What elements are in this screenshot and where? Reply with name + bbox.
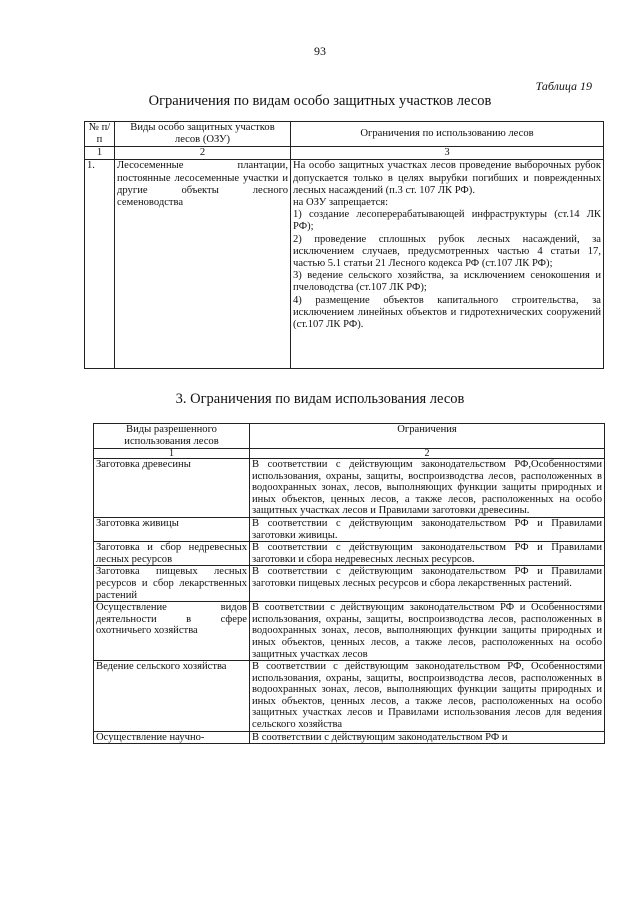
- table-header-row: [85, 122, 604, 147]
- header-cell: Виды особо защитных участков лесов (ОЗУ): [115, 122, 291, 147]
- restriction-line: 4) размещение объектов капитального строительства, за исключением линейных объектов и гидротехнических сооружений (ст.107 ЛК РФ).: [293, 294, 601, 331]
- table-row: [85, 160, 604, 369]
- table-row: [94, 731, 605, 744]
- use-restriction: В соответствии с действующим законодательством РФ,Особенностями использования, охраны, защиты, воспроизводства лесов, расположенных в водоохранных зонах, лесов, выполняющих функции защиты природных и иных объектов, ценных лесов, а также лесов, расположенных на особо защитных участках лесов и Правилами заготовки древесины.: [250, 459, 605, 518]
- use-restriction: В соответствии с действующим законодательством РФ и Правилами заготовки живицы.: [250, 517, 605, 541]
- use-restriction: В соответствии с действующим законодательством РФ, Особенностями использования, охраны, защиты, воспроизводства лесов, расположенных в водоохранных зонах, лесов, выполняющих функции защиты природных и иных объектов, ценных лесов, а также лесов, расположенных на особо защитных участках лесов и Правилами использования лесов для ведения сельского хозяйства: [250, 661, 605, 732]
- restriction-line: 1) создание лесоперерабатывающей инфраструктуры (ст.14 ЛК РФ);: [293, 209, 601, 233]
- use-restriction: В соответствии с действующим законодательством РФ и: [250, 731, 605, 744]
- table-row: [94, 517, 605, 541]
- table-row: [94, 602, 605, 661]
- table1-title: Ограничения по видам особо защитных участков лесов: [148, 93, 492, 109]
- restriction-line: 2) проведение сплошных рубок лесных насаждений, за исключением случаев, предусмотренных частью 4 статьи 17, частью 5.1 статьи 21 Лесного кодекса РФ (ст.107 ЛК РФ);: [293, 233, 601, 270]
- ozu-type: Лесосеменные плантации, постоянные лесосеменные участки и другие объекты лесного семеноводства: [115, 160, 291, 369]
- use-type: Осуществление видов деятельности в сфере охотничьего хозяйства: [94, 602, 250, 661]
- column-number: 2: [250, 449, 605, 459]
- table-row: [94, 661, 605, 732]
- table-row: [94, 566, 605, 602]
- column-number-row: [94, 449, 605, 459]
- use-type: Заготовка и сбор недревесных лесных ресурсов: [94, 542, 250, 566]
- table-header-row: [94, 424, 605, 449]
- restriction-line: на ОЗУ запрещается:: [293, 197, 389, 209]
- forest-use-restrictions-table: [93, 423, 605, 744]
- row-number: 1.: [85, 160, 115, 369]
- header-cell: Виды разрешенного использования лесов: [94, 424, 250, 449]
- section-title: 3. Ограничения по видам использования лесов: [175, 391, 465, 407]
- use-type: Заготовка пищевых лесных ресурсов и сбор лекарственных растений: [94, 566, 250, 602]
- use-restriction: В соответствии с действующим законодательством РФ и Правилами заготовки и сбора недревесных лесных ресурсов.: [250, 542, 605, 566]
- header-cell: Ограничения по использованию лесов: [291, 122, 604, 147]
- use-restriction: В соответствии с действующим законодательством РФ и Особенностями использования, охраны, защиты, воспроизводства лесов, расположенных в водоохранных зонах, лесов, выполняющих функции защиты природных и иных объектов, ценных лесов, а также лесов, расположенных на особо защитных участках лесов: [250, 602, 605, 661]
- header-cell: № п/п: [85, 122, 115, 147]
- use-type: Ведение сельского хозяйства: [94, 661, 250, 732]
- column-number-row: [85, 147, 604, 160]
- restriction-line: 3) ведение сельского хозяйства, за исключением сенокошения и пчеловодства (ст.107 ЛК РФ);: [293, 270, 601, 294]
- use-restriction: В соответствии с действующим законодательством РФ и Правилами заготовки пищевых лесных ресурсов и сбора лекарственных растений.: [250, 566, 605, 602]
- page-number: 93: [314, 44, 326, 58]
- table-label: Таблица 19: [535, 79, 592, 93]
- column-number: 2: [115, 147, 291, 160]
- use-type: Заготовка живицы: [94, 517, 250, 541]
- ozu-restrictions-table: [84, 121, 604, 369]
- table-row: [94, 542, 605, 566]
- use-type: Заготовка древесины: [94, 459, 250, 518]
- table-row: [94, 459, 605, 518]
- column-number: 1: [94, 449, 250, 459]
- header-cell: Ограничения: [250, 424, 605, 449]
- restriction-line: На особо защитных участках лесов проведение выборочных рубок допускается только в целях вырубки погибших и поврежденных лесных насаждений (п.3 ст. 107 ЛК РФ).: [293, 160, 601, 196]
- restriction-cell: [291, 160, 604, 369]
- column-number: 1: [85, 147, 115, 160]
- use-type: Осуществление научно-: [94, 731, 250, 744]
- column-number: 3: [291, 147, 604, 160]
